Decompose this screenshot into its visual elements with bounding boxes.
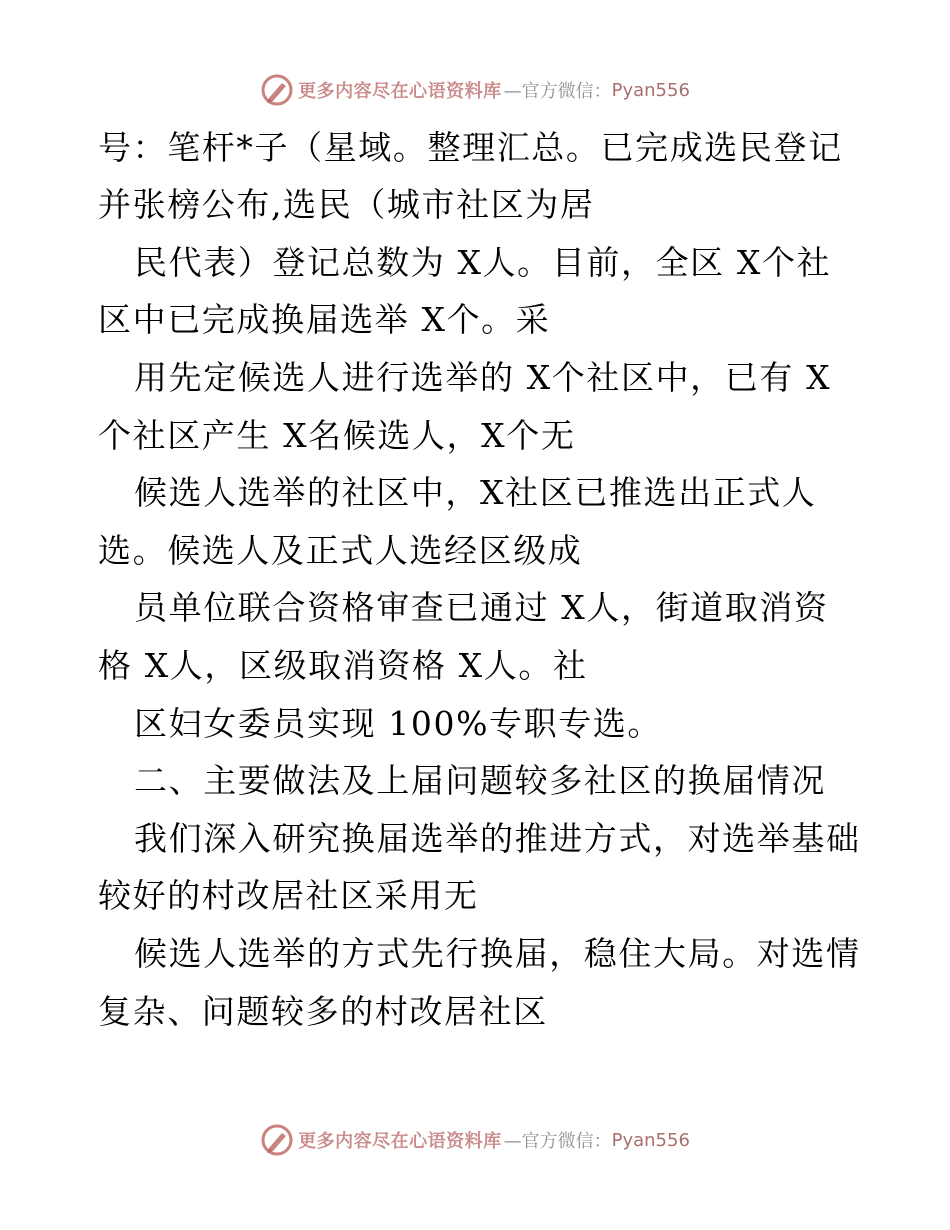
watermark-wechat-id: Pyan556: [611, 79, 690, 101]
watermark-dash-text: —官方微信：: [503, 1131, 612, 1152]
text-line-16: 复杂、问题较多的村改居社区: [98, 992, 548, 1031]
text-line-15: 候选人选举的方式先行换届，稳住大局。对选情: [134, 934, 861, 973]
pen-circle-logo-icon: [260, 1123, 294, 1157]
text-line-10: 格 X人，区级取消资格 X人。社: [98, 646, 588, 685]
text-line-14: 较好的村改居社区采用无: [98, 876, 479, 915]
text-line-7: 候选人选举的社区中，X社区已推选出正式人: [134, 473, 817, 512]
text-line-3: 民代表）登记总数为 X人。目前，全区 X个社: [134, 243, 832, 282]
text-line-5: 用先定候选人进行选举的 X个社区中，已有 X: [134, 358, 832, 397]
watermark-dash-text: —官方微信：: [503, 81, 612, 102]
text-line-1: 号：笔杆*子（星域。整理汇总。已完成选民登记: [98, 128, 843, 167]
watermark-wechat-id: Pyan556: [611, 1129, 690, 1151]
text-line-6: 个社区产生 X名候选人，X个无: [98, 416, 576, 455]
section-heading: 二、主要做法及上届问题较多社区的换届情况: [134, 761, 826, 800]
footer-watermark-banner: [0, 1120, 950, 1160]
text-line-13: 我们深入研究换届选举的推进方式，对选举基础: [134, 819, 861, 858]
text-line-8: 选。候选人及正式人选经区级成: [98, 531, 583, 570]
text-line-11: 区妇女委员实现 100%专职专选。: [134, 704, 663, 743]
text-line-9: 员单位联合资格审查已通过 X人，街道取消资: [134, 588, 829, 627]
text-line-4: 区中已完成换届选举 X个。采: [98, 300, 551, 339]
text-line-2: 并张榜公布,选民（城市社区为居: [98, 185, 595, 224]
watermark-main-text: 更多内容尽在心语资料库: [298, 1131, 502, 1152]
watermark-main-text: 更多内容尽在心语资料库: [298, 81, 502, 102]
